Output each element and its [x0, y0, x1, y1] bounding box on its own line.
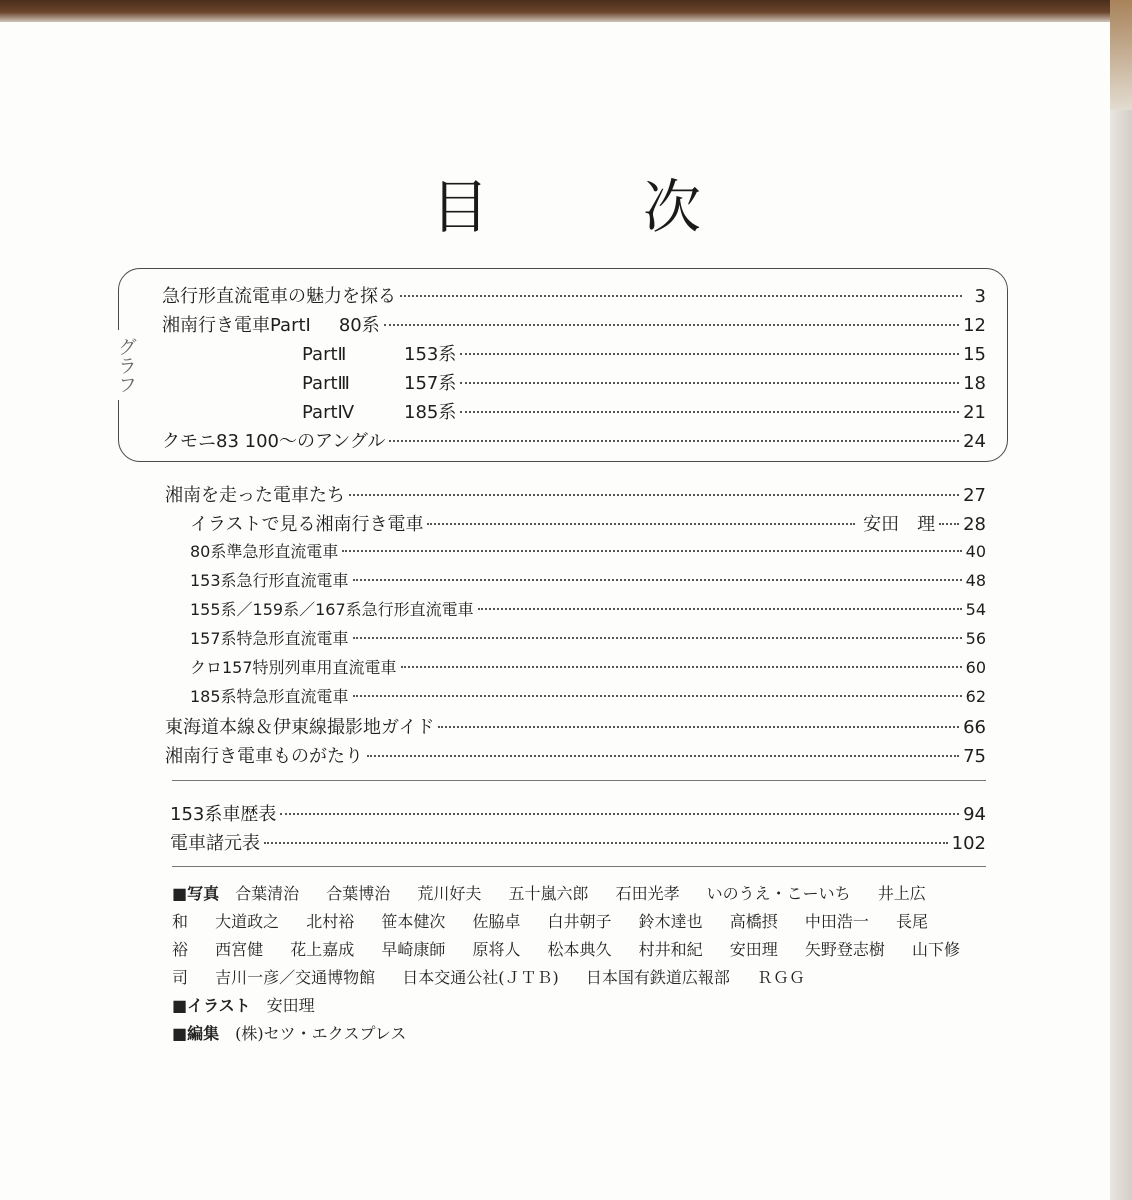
page-title: 目 次: [430, 173, 749, 241]
toc-entry-page: 102: [951, 833, 986, 854]
photo-credit-name: 石田光孝: [615, 884, 680, 903]
illust-credits: [172, 992, 962, 1020]
photo-credits-heading: ■写真: [172, 884, 220, 903]
photo-credit-name: 笹本健次: [381, 912, 446, 931]
photo-credit-name: 佐脇卓: [472, 912, 521, 931]
toc-entry-title: PartⅢ: [302, 373, 350, 394]
photo-credit-name: 五十嵐六郎: [508, 884, 589, 903]
toc-entry-author: 安田 理: [863, 514, 936, 535]
toc-entry-title: 東海道本線＆伊東線撮影地ガイド: [165, 717, 435, 738]
dot-leader: [342, 550, 961, 552]
toc-entry-title: 153系急行形直流電車: [190, 571, 349, 590]
graph-section-label: グラフ: [96, 330, 136, 400]
photo-credit-name: 吉川一彦／交通博物館: [215, 968, 376, 987]
toc-entry-series: 80系: [338, 315, 380, 336]
dot-leader: [401, 666, 962, 668]
photo-credit-name: 日本国有鉄道広報部: [585, 968, 730, 987]
photo-credit-name: 中田浩一: [804, 912, 869, 931]
photo-credit-name: 合葉清治: [235, 884, 300, 903]
toc-entry-page: 15: [963, 344, 986, 365]
photo-credit-name: ＲＧＧ: [756, 968, 805, 987]
toc-entry[interactable]: [162, 427, 986, 451]
dot-leader: [438, 726, 959, 728]
photo-credit-name: 松本典久: [547, 940, 612, 959]
photo-credit-name: 花上嘉成: [290, 940, 355, 959]
dot-leader: [353, 637, 962, 639]
dot-leader: [460, 353, 959, 355]
toc-entry-title: クロ157特別列車用直流電車: [190, 658, 397, 677]
toc-entry[interactable]: [165, 713, 986, 737]
toc-entry-title: 湘南を走った電車たち: [165, 485, 345, 506]
toc-entry[interactable]: [190, 626, 986, 650]
toc-entry-series: 185系: [404, 402, 457, 423]
illust-credits-heading: ■イラスト: [172, 996, 251, 1015]
toc-entry-page: 60: [965, 658, 986, 677]
photo-credit-name: 山下修司: [172, 940, 960, 987]
section-divider: [172, 866, 986, 867]
toc-entry[interactable]: [302, 369, 986, 393]
toc-entry-title: 80系準急形直流電車: [190, 542, 339, 561]
toc-entry[interactable]: [170, 800, 986, 824]
photo-credit-name: 北村裕: [306, 912, 355, 931]
dot-leader: [367, 755, 959, 757]
toc-entry[interactable]: [170, 829, 986, 853]
dot-leader: [389, 440, 959, 442]
toc-entry-title: 湘南行き電車ものがたり: [165, 746, 363, 767]
toc-entry-page: 24: [963, 431, 986, 452]
toc-entry-page: 75: [963, 746, 986, 767]
toc-entry-page: 94: [963, 804, 986, 825]
toc-entry-page: 27: [963, 485, 986, 506]
toc-entry-title: PartⅡ: [302, 344, 347, 365]
edit-credits-heading: ■編集: [172, 1024, 220, 1043]
toc-entry[interactable]: [190, 568, 986, 592]
toc-entry-title: PartⅣ: [302, 402, 355, 423]
credits-block: [172, 880, 962, 1048]
toc-entry-title: 153系車歴表: [170, 804, 277, 825]
photo-credit-name: 西宮健: [215, 940, 264, 959]
toc-entry-page: 56: [965, 629, 986, 648]
toc-entry-title: クモニ83 100〜のアングル: [162, 431, 386, 452]
photo-credit-name: 鈴木達也: [638, 912, 703, 931]
toc-entry[interactable]: [165, 481, 986, 505]
toc-entry-page: 21: [963, 402, 986, 423]
toc-entry-title: 湘南行き電車PartⅠ: [162, 315, 311, 336]
toc-entry-series: 157系: [404, 373, 457, 394]
dot-leader: [460, 411, 959, 413]
toc-entry-page: 62: [965, 687, 986, 706]
toc-entry[interactable]: [302, 340, 986, 364]
toc-entry[interactable]: [162, 282, 986, 306]
toc-entry-title: 185系特急形直流電車: [190, 687, 349, 706]
toc-entry-page: 12: [963, 315, 986, 336]
toc-entry-page: 18: [963, 373, 986, 394]
photo-credit-name: 荒川好夫: [417, 884, 482, 903]
toc-entry[interactable]: [190, 597, 986, 621]
photo-credit-name: 早崎康師: [381, 940, 446, 959]
toc-entry[interactable]: [302, 398, 986, 422]
dot-leader: [349, 494, 959, 496]
dot-leader: [400, 295, 962, 297]
photo-credits: [172, 880, 962, 992]
toc-entry-page: 28: [963, 514, 986, 535]
photo-credit-name: 村井和紀: [638, 940, 703, 959]
section-divider: [172, 780, 986, 781]
photo-credit-name: 日本交通公社(ＪＴＢ): [402, 968, 559, 987]
dot-leader: [460, 382, 959, 384]
page-corner-shadow: [1110, 0, 1132, 110]
toc-entry-title: 155系／159系／167系急行形直流電車: [190, 600, 474, 619]
toc-entry[interactable]: [162, 311, 986, 335]
toc-entry[interactable]: [190, 510, 986, 534]
dot-leader: [427, 523, 855, 525]
dot-leader: [478, 608, 962, 610]
toc-entry-page: 3: [974, 286, 986, 307]
toc-entry-series: 153系: [404, 344, 457, 365]
toc-entry-page: 40: [965, 542, 986, 561]
page-top-edge: [0, 0, 1132, 22]
photo-credit-name: いのうえ・こーいち: [706, 884, 851, 903]
dot-leader: [264, 842, 948, 844]
toc-entry[interactable]: [165, 742, 986, 766]
photo-credit-name: 長尾裕: [172, 912, 928, 959]
toc-entry-title: 急行形直流電車の魅力を探る: [162, 286, 396, 307]
dot-leader: [353, 695, 962, 697]
toc-entry-page: 48: [965, 571, 986, 590]
photo-credit-names: [172, 884, 960, 987]
photo-credit-name: 白井朝子: [547, 912, 612, 931]
illust-credit-name: 安田理: [266, 996, 315, 1015]
dot-leader: [280, 813, 959, 815]
toc-entry-page: 54: [965, 600, 986, 619]
edit-credit-name: (株)セツ・エクスプレス: [235, 1024, 407, 1043]
photo-credit-name: 合葉博治: [326, 884, 391, 903]
photo-credit-name: 原将人: [472, 940, 521, 959]
dot-leader: [384, 324, 959, 326]
photo-credit-name: 矢野登志樹: [804, 940, 885, 959]
photo-credit-name: 大道政之: [215, 912, 280, 931]
toc-entry-title: イラストで見る湘南行き電車: [190, 514, 424, 535]
photo-credit-name: 井上広和: [172, 884, 926, 931]
photo-credit-name: 高橋摂: [729, 912, 778, 931]
dot-leader: [353, 579, 962, 581]
dot-leader: [939, 523, 959, 525]
toc-entry[interactable]: [190, 684, 986, 708]
toc-entry-page: 66: [963, 717, 986, 738]
toc-entry-title: 電車諸元表: [170, 833, 260, 854]
toc-entry-title: 157系特急形直流電車: [190, 629, 349, 648]
photo-credit-name: 安田理: [729, 940, 778, 959]
toc-entry[interactable]: [190, 539, 986, 563]
edit-credits: [172, 1020, 962, 1048]
toc-entry[interactable]: [190, 655, 986, 679]
